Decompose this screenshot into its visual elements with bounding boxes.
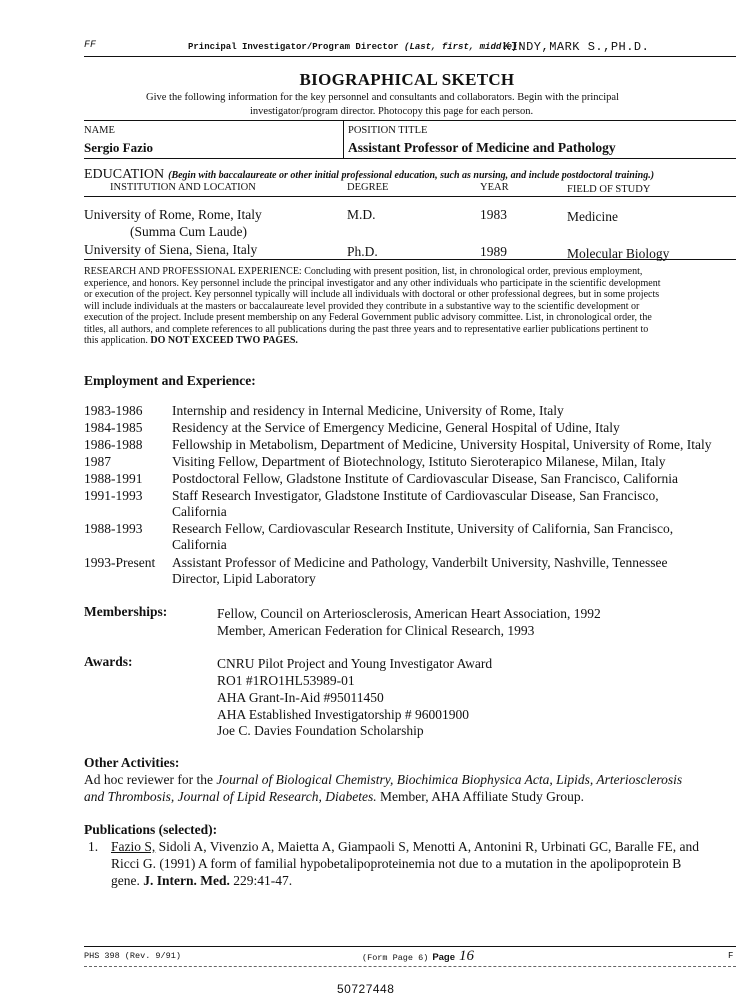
- awards-label: Awards:: [84, 654, 133, 669]
- other-activities-prefix: Ad hoc reviewer for the: [84, 772, 213, 787]
- other-activities-journals-1: Journal of Biological Chemistry, Biochimica Biophysica Acta, Lipids, Arteriosclerosis: [216, 772, 683, 787]
- research-line-2: experience, and honors. Key personnel include the principal investigator and any other individuals who participate in the scientific development: [84, 277, 661, 289]
- pi-name: KINDY,MARK S.,PH.D.: [503, 40, 650, 54]
- publication-authors-rest: Sidoli A, Vivenzio A, Maietta A, Giampaoli S, Menotti A, Antonini R, Urbinati GC, Baralle FE, and: [158, 839, 700, 854]
- employment-years: 1993-Present: [84, 555, 156, 570]
- research-line-4: will include individuals at the masters or baccalaureate level provided they contribute in a substantive way to the scientific development or: [84, 300, 640, 312]
- edu-institution-1: University of Rome, Rome, Italy: [84, 207, 262, 222]
- publication-journal: J. Intern. Med.: [143, 873, 230, 888]
- education-heading: [84, 165, 654, 183]
- edu-degree-2: Ph.D.: [347, 244, 378, 259]
- research-line-3: or execution of the project. Key personnel typically will include all individuals with doctoral or other professional degrees, but in some projects: [84, 289, 660, 300]
- education-header-rule: [84, 196, 736, 197]
- publication-number: 1.: [88, 839, 99, 854]
- employment-text-cont: California: [172, 504, 227, 519]
- publication-first-author: Fazio S,: [111, 839, 156, 854]
- page-title: BIOGRAPHICAL SKETCH: [299, 70, 515, 89]
- pi-label-hint: (Last, first, middle):: [404, 42, 523, 52]
- other-activities-line-1: [84, 772, 682, 788]
- edu-year-1: 1983: [480, 207, 507, 222]
- document-id: 50727448: [337, 982, 395, 996]
- publications-heading: Publications (selected):: [84, 822, 218, 837]
- position-label: POSITION TITLE: [348, 125, 428, 136]
- publication-line-3: [111, 873, 292, 889]
- page-label: Page: [432, 952, 456, 963]
- name-value: Sergio Fazio: [84, 140, 153, 155]
- employment-years: 1988-1993: [84, 521, 143, 536]
- research-line-1: RESEARCH AND PROFESSIONAL EXPERIENCE: Concluding with present position, list, in chronological order, previous employment,: [84, 266, 643, 277]
- page-number: 16: [459, 948, 475, 964]
- employment-years: 1984-1985: [84, 420, 143, 435]
- research-instructions: [84, 266, 736, 347]
- header-rule: [84, 56, 736, 57]
- corner-mark: FF: [84, 40, 97, 51]
- membership-item: Fellow, Council on Arteriosclerosis, American Heart Association, 1992: [217, 606, 601, 621]
- pi-label-text: Principal Investigator/Program Director: [188, 42, 399, 52]
- employment-text: Research Fellow, Cardiovascular Research Institute, University of California, San Francisco,: [172, 521, 674, 536]
- employment-years: 1988-1991: [84, 471, 143, 486]
- employment-text: Internship and residency in Internal Medicine, University of Rome, Italy: [172, 403, 564, 418]
- employment-years: 1987: [84, 454, 111, 469]
- employment-text: Staff Research Investigator, Gladstone Institute of Cardiovascular Disease, San Francisco,: [172, 488, 659, 503]
- education-hint: (Begin with baccalaureate or other initial professional education, such as nursing, and include postdoctoral training.): [168, 170, 655, 181]
- award-item: Joe C. Davies Foundation Scholarship: [217, 723, 424, 738]
- employment-years: 1983-1986: [84, 403, 143, 418]
- employment-text: Fellowship in Metabolism, Department of Medicine, University Hospital, University of Rome, Italy: [172, 437, 712, 452]
- other-activities-line-2: [84, 789, 584, 805]
- col-field: FIELD OF STUDY: [567, 184, 651, 195]
- edu-field-1: Medicine: [567, 209, 618, 224]
- form-page-label: [362, 947, 474, 965]
- edu-year-2: 1989: [480, 244, 507, 259]
- name-position-divider: [343, 121, 344, 158]
- memberships-label: Memberships:: [84, 604, 168, 619]
- other-activities-heading: Other Activities:: [84, 755, 180, 770]
- award-item: CNRU Pilot Project and Young Investigator Award: [217, 656, 493, 671]
- form-number: PHS 398 (Rev. 9/91): [84, 951, 181, 961]
- edu-institution-2: University of Siena, Siena, Italy: [84, 242, 258, 257]
- research-line-7: [84, 335, 736, 347]
- col-institution: INSTITUTION AND LOCATION: [110, 182, 256, 193]
- name-label: NAME: [84, 125, 115, 136]
- footer-rule-bottom: [84, 966, 736, 967]
- edu-field-2: Molecular Biology: [567, 246, 670, 261]
- employment-heading: Employment and Experience:: [84, 373, 256, 388]
- employment-text: Postdoctoral Fellow, Gladstone Institute of Cardiovascular Disease, San Francisco, California: [172, 471, 679, 486]
- employment-text-cont: California: [172, 537, 227, 552]
- employment-text-cont: Director, Lipid Laboratory: [172, 571, 316, 586]
- name-rule: [84, 158, 736, 159]
- instructions-line-1: Give the following information for the key personnel and consultants and collaborators. Begin with the principal: [146, 92, 619, 103]
- other-activities-journals-2: and Thrombosis, Journal of Lipid Research, Diabetes.: [84, 789, 377, 804]
- footer-right-mark: F: [728, 951, 734, 961]
- employment-years: 1991-1993: [84, 488, 143, 503]
- publication-line-3-pre: gene.: [111, 873, 140, 888]
- education-label: EDUCATION: [84, 167, 165, 182]
- col-degree: DEGREE: [347, 182, 389, 193]
- research-line-6: titles, all authors, and complete references to all publications during the past three years and to representative earlier publications pertinent to: [84, 323, 649, 335]
- form-page-center: (Form Page 6): [362, 953, 429, 963]
- employment-text: Visiting Fellow, Department of Biotechnology, Istituto Sieroterapico Milanese, Milan, Italy: [172, 454, 666, 469]
- research-line-5: execution of the project. Include present membership on any Federal Government public advisory committee. List, in chronological order, the: [84, 312, 652, 323]
- publication-citation: 229:41-47.: [233, 873, 293, 888]
- instructions-line-2: investigator/program director. Photocopy this page for each person.: [250, 106, 534, 117]
- pi-label: [188, 42, 523, 52]
- employment-text: Residency at the Service of Emergency Medicine, General Hospital of Udine, Italy: [172, 420, 620, 435]
- publication-line-2: Ricci G. (1991) A form of familial hypobetalipoproteinemia not due to a mutation in the apolipoprotein B: [111, 856, 682, 871]
- title-rule: [84, 120, 736, 121]
- publication-authors: [111, 839, 699, 855]
- award-item: AHA Grant-In-Aid #95011450: [217, 690, 384, 705]
- edu-degree-1: M.D.: [347, 207, 376, 222]
- award-item: RO1 #1RO1HL53989-01: [217, 673, 355, 688]
- employment-years: 1986-1988: [84, 437, 143, 452]
- research-line-7a: this application.: [84, 335, 148, 346]
- edu-sub-1: (Summa Cum Laude): [130, 224, 247, 239]
- position-value: Assistant Professor of Medicine and Pathology: [348, 140, 616, 155]
- education-bottom-rule: [84, 259, 736, 260]
- employment-text: Assistant Professor of Medicine and Pathology, Vanderbilt University, Nashville, Tennessee: [172, 555, 668, 570]
- col-year: YEAR: [480, 182, 509, 193]
- other-activities-suffix: Member, AHA Affiliate Study Group.: [380, 789, 584, 804]
- membership-item: Member, American Federation for Clinical Research, 1993: [217, 623, 535, 638]
- research-line-7b: DO NOT EXCEED TWO PAGES.: [150, 335, 298, 346]
- award-item: AHA Established Investigatorship # 96001900: [217, 707, 469, 722]
